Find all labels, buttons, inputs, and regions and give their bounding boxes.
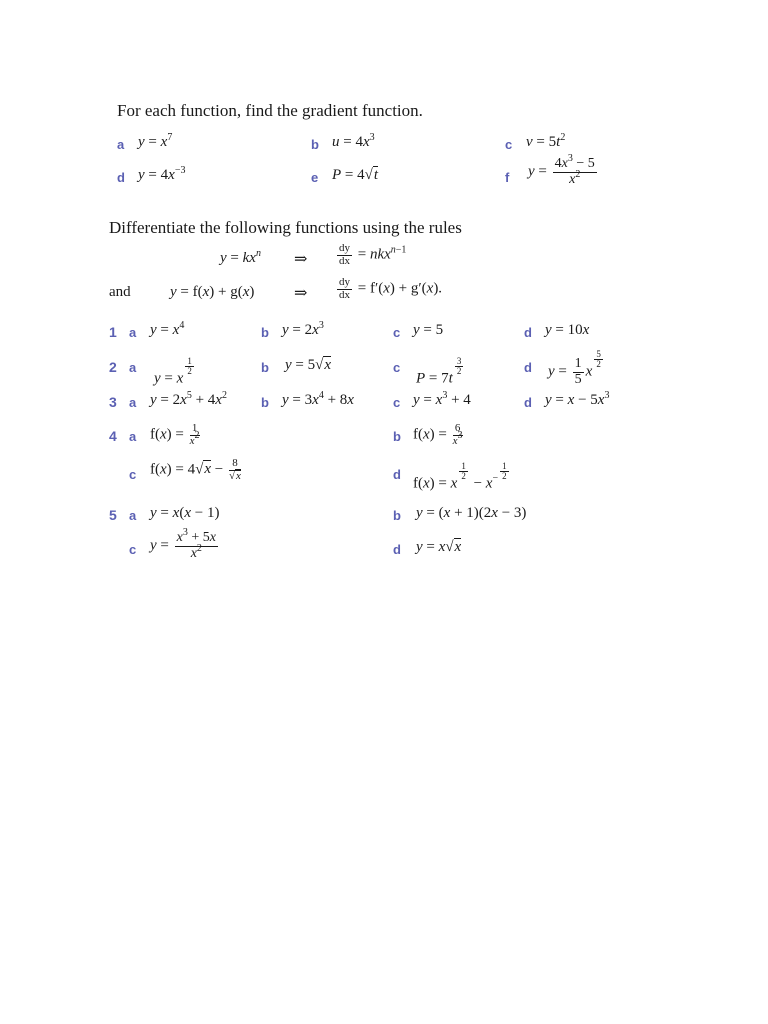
and-label: and	[109, 284, 131, 300]
q2-expr-a: y = x $^{\frac{1}{2}}$	[154, 356, 192, 387]
q5-label-a: a	[129, 508, 137, 523]
section2-heading: Differentiate the following functions using the rules	[109, 218, 462, 237]
q2-label-c: c	[393, 360, 401, 375]
q1-expr-a: $y = x^4$	[150, 320, 185, 338]
q1-expr-b: $y = 2x^3$	[282, 320, 324, 338]
item-label-c: c	[505, 137, 513, 152]
q3-label-d: d	[524, 395, 532, 410]
q2-label-a: a	[129, 360, 137, 375]
q5-expr-a: y = x(x − 1)	[150, 505, 220, 521]
q1-label-c: c	[393, 325, 401, 340]
q1-label-a: a	[129, 325, 137, 340]
item-label-d: d	[117, 170, 125, 185]
item-expr-c: $v = 5t^2$	[526, 132, 566, 150]
q4-label-d: d	[393, 467, 401, 482]
rule1-rhs: $\frac{dy}{dx}$ = nkx$^{n-1}$	[339, 242, 407, 267]
item-expr-b: $u = 4x^3$	[332, 132, 375, 150]
q2-expr-d: y = $\frac{1}{5}$ x $^{\frac{5}{2}}$	[548, 349, 601, 387]
q4-expr-a: f(x) = $\frac{1}{x^2}$	[150, 422, 200, 447]
q2-expr-b: y = 5√x	[285, 357, 332, 373]
rule1-lhs: $y = kx^n$	[220, 248, 261, 266]
item-label-f: f	[505, 170, 510, 185]
q5-expr-d: y = x√x	[416, 539, 462, 555]
q3-expr-b: $y = 3x^4 + 8x$	[282, 390, 354, 408]
section1-heading: For each function, find the gradient function.	[117, 101, 423, 120]
q5-label-c: c	[129, 542, 137, 557]
q1-label-b: b	[261, 325, 269, 340]
item-label-a: a	[117, 137, 125, 152]
item-expr-e: P = 4√t	[332, 167, 379, 183]
question-5-number: 5	[109, 507, 117, 523]
q3-expr-a: $y = 2x^5 + 4x^2$	[150, 390, 227, 408]
q5-expr-b: y = (x + 1)(2x − 3)	[416, 505, 527, 521]
q1-label-d: d	[524, 325, 532, 340]
q3-expr-d: $y = x - 5x^3$	[545, 390, 610, 408]
q1-expr-c: y = 5	[413, 322, 444, 338]
q4-label-b: b	[393, 429, 401, 444]
q5-expr-c: y = $\frac{x^3 + 5x}{x^2}$	[150, 527, 216, 561]
rule2-arrow: ⇒	[294, 285, 308, 302]
question-1-number: 1	[109, 324, 117, 340]
q4-expr-b: f(x) = $\frac{6}{x^3}$	[413, 422, 463, 447]
item-expr-d: $y = 4x^{-3}$	[138, 165, 186, 183]
q5-label-b: b	[393, 508, 401, 523]
q4-label-a: a	[129, 429, 137, 444]
q3-label-c: c	[393, 395, 401, 410]
q3-label-b: b	[261, 395, 269, 410]
q4-expr-d: f(x) = x $^{\frac{1}{2}}$ − $x^{- \frac{1}{2}}$	[413, 461, 507, 492]
q5-label-d: d	[393, 542, 401, 557]
q2-label-d: d	[524, 360, 532, 375]
item-expr-f: y = $\frac{4x^3 - 5}{x^2}$	[528, 153, 595, 187]
q4-expr-c: f(x) = 4√x − $\frac{8}{√x}$	[150, 457, 241, 482]
item-expr-a: $y = x^7$	[138, 132, 173, 150]
item-label-b: b	[311, 137, 319, 152]
q3-expr-c: $y = x^3 + 4$	[413, 390, 471, 408]
q1-expr-d: y = 10x	[545, 322, 590, 338]
question-2-number: 2	[109, 359, 117, 375]
q4-label-c: c	[129, 467, 137, 482]
rule2-lhs: y = f(x) + g(x)	[170, 284, 255, 300]
item-label-e: e	[311, 170, 319, 185]
q2-expr-c: P = 7t $^{\frac{3}{2}}$	[416, 356, 462, 387]
q2-label-b: b	[261, 360, 269, 375]
rule2-rhs: $\frac{dy}{dx}$ = f′(x) + g′(x).	[339, 276, 443, 301]
q3-label-a: a	[129, 395, 137, 410]
question-4-number: 4	[109, 428, 117, 444]
rule1-arrow: ⇒	[294, 251, 308, 268]
question-3-number: 3	[109, 394, 117, 410]
